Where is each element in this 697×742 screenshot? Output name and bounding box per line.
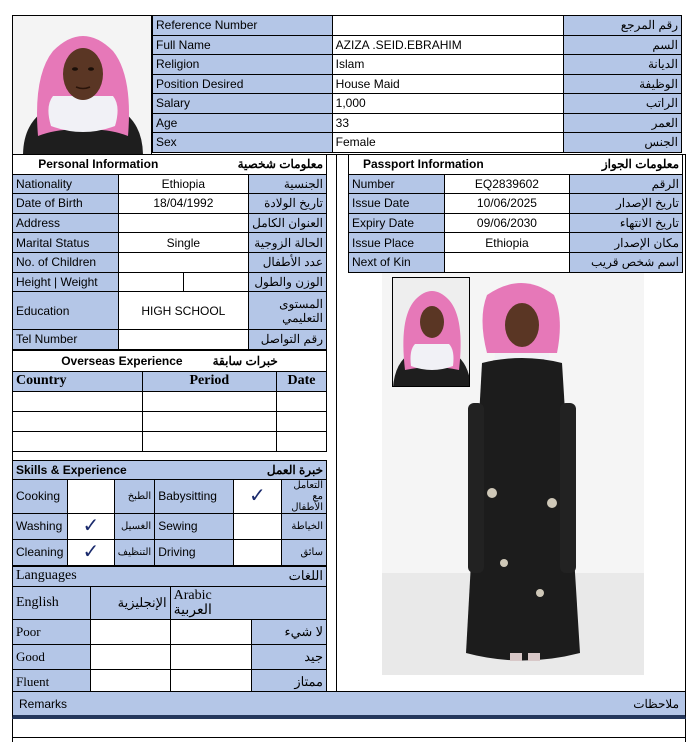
remarks-label-ar: ملاحظات xyxy=(633,696,679,711)
passport-style-photo xyxy=(392,277,470,387)
overseas-cell[interactable] xyxy=(277,391,327,411)
header-label-ar: السم xyxy=(564,35,682,55)
header-label-ar: رقم المرجع xyxy=(564,16,682,36)
personal-row xyxy=(13,252,327,272)
english-label-ar: الإنجليزية xyxy=(90,586,170,619)
language-level-row xyxy=(13,619,327,644)
passport-label-ar: اسم شخص قريب xyxy=(570,252,683,272)
header-label-ar: العمر xyxy=(564,113,682,133)
skill-checkbox[interactable] xyxy=(233,539,282,565)
check-icon: ✓ xyxy=(82,515,100,538)
skill-label: Babysitting xyxy=(155,479,233,513)
personal-value[interactable] xyxy=(118,252,248,272)
personal-value[interactable]: 18/04/1992 xyxy=(118,194,248,214)
small-photo-image xyxy=(393,278,470,387)
arabic-label xyxy=(170,586,326,619)
skill-label-ar: الغسيل xyxy=(114,513,154,539)
header-value[interactable]: House Maid xyxy=(332,74,564,94)
personal-value[interactable]: Single xyxy=(118,233,248,253)
personal-label-ar: عدد الأطفال xyxy=(249,252,327,272)
skill-label-ar: التعامل مع الأطفال xyxy=(282,479,327,513)
personal-row xyxy=(13,174,327,194)
personal-label: Tel Number xyxy=(13,330,119,350)
personal-value[interactable] xyxy=(118,213,248,233)
headshot-image xyxy=(13,16,152,155)
skill-label: Sewing xyxy=(155,513,233,539)
overseas-cell[interactable] xyxy=(13,431,143,451)
languages-title: Languages xyxy=(13,566,171,586)
header-label: Sex xyxy=(153,133,333,153)
english-label: English xyxy=(13,586,91,619)
passport-label-ar: الرقم xyxy=(570,174,683,194)
header-label: Salary xyxy=(153,94,333,114)
skill-checkbox[interactable] xyxy=(67,513,114,539)
passport-label: Number xyxy=(349,174,445,194)
header-value[interactable]: AZIZA .SEID.EBRAHIM xyxy=(332,35,564,55)
overseas-cell[interactable] xyxy=(13,411,143,431)
skills-title-ar: خبرة العمل xyxy=(155,460,327,479)
skill-label-ar: الطبخ xyxy=(114,479,154,513)
skills-title: Skills & Experience xyxy=(13,460,155,479)
header-label-ar: الجنس xyxy=(564,133,682,153)
header-info-table xyxy=(152,15,682,153)
languages-table xyxy=(12,566,327,695)
personal-label: Nationality xyxy=(13,174,119,194)
skills-table xyxy=(12,460,327,566)
check-icon: ✓ xyxy=(82,541,100,564)
personal-label-ar: المستوى التعليمي xyxy=(249,292,327,330)
personal-label: Address xyxy=(13,213,119,233)
height-value[interactable] xyxy=(118,272,183,292)
passport-value[interactable]: 09/06/2030 xyxy=(444,213,569,233)
header-label: Age xyxy=(153,113,333,133)
header-value[interactable] xyxy=(332,16,564,36)
header-row xyxy=(153,113,682,133)
level-label-ar: لا شيء xyxy=(252,619,327,644)
personal-row xyxy=(13,233,327,253)
header-value[interactable]: 33 xyxy=(332,113,564,133)
header-label: Religion xyxy=(153,55,333,75)
language-level-row xyxy=(13,644,327,669)
english-level-cell[interactable] xyxy=(90,619,170,644)
personal-row xyxy=(13,292,327,330)
level-label: Poor xyxy=(13,619,91,644)
col-date: Date xyxy=(277,371,327,391)
personal-info-title-ar: معلومات شخصية xyxy=(184,155,327,175)
overseas-row xyxy=(13,411,327,431)
overseas-row xyxy=(13,431,327,451)
personal-label-ar: الجنسية xyxy=(249,174,327,194)
passport-label: Expiry Date xyxy=(349,213,445,233)
passport-row xyxy=(349,194,683,214)
left-column xyxy=(12,154,327,695)
skill-label-ar: الخياطة xyxy=(282,513,327,539)
check-icon: ✓ xyxy=(249,485,266,508)
arabic-label-ar: العربية xyxy=(173,602,212,618)
personal-label-ar: العنوان الكامل xyxy=(249,213,327,233)
arabic-level-cell[interactable] xyxy=(170,619,252,644)
passport-value[interactable] xyxy=(444,252,569,272)
overseas-cell[interactable] xyxy=(142,431,276,451)
right-column xyxy=(348,154,683,273)
passport-row xyxy=(349,174,683,194)
personal-label: Date of Birth xyxy=(13,194,119,214)
personal-label-ar: رقم التواصل xyxy=(249,330,327,350)
skill-checkbox[interactable] xyxy=(67,539,114,565)
header-row xyxy=(153,74,682,94)
header-label: Reference Number xyxy=(153,16,333,36)
remarks-bar xyxy=(12,691,686,719)
personal-row xyxy=(13,272,327,292)
personal-label-ar: الحالة الزوجية xyxy=(249,233,327,253)
skill-checkbox[interactable] xyxy=(233,513,282,539)
personal-row xyxy=(13,213,327,233)
header-row xyxy=(153,16,682,36)
overseas-title xyxy=(13,350,327,371)
overseas-cell[interactable] xyxy=(142,411,276,431)
personal-label: Education xyxy=(13,292,119,330)
passport-value[interactable]: 10/06/2025 xyxy=(444,194,569,214)
skill-label: Cleaning xyxy=(13,539,68,565)
header-label: Position Desired xyxy=(153,74,333,94)
level-label-ar: جيد xyxy=(252,644,327,669)
header-label-ar: الديانة xyxy=(564,55,682,75)
weight-value[interactable] xyxy=(184,272,249,292)
passport-label: Issue Date xyxy=(349,194,445,214)
passport-label: Next of Kin xyxy=(349,252,445,272)
header-row xyxy=(153,55,682,75)
languages-title-ar: اللغات xyxy=(170,566,326,586)
skill-label: Cooking xyxy=(13,479,68,513)
skill-label-ar: التنظيف xyxy=(114,539,154,565)
header-value[interactable]: 1,000 xyxy=(332,94,564,114)
passport-label: Issue Place xyxy=(349,233,445,253)
overseas-cell[interactable] xyxy=(142,391,276,411)
arabic-level-cell[interactable] xyxy=(170,644,252,669)
passport-label-ar: تاريخ الإصدار xyxy=(570,194,683,214)
overseas-cell[interactable] xyxy=(277,431,327,451)
personal-row xyxy=(13,330,327,350)
personal-value[interactable] xyxy=(118,330,248,350)
header-label: Full Name xyxy=(153,35,333,55)
personal-value[interactable]: Ethiopia xyxy=(118,174,248,194)
column-divider xyxy=(336,154,337,691)
header-label-ar: الوظيفة xyxy=(564,74,682,94)
overseas-experience-table xyxy=(12,350,327,452)
skill-checkbox[interactable] xyxy=(67,479,114,513)
passport-value[interactable]: EQ2839602 xyxy=(444,174,569,194)
personal-info-table xyxy=(12,154,327,350)
header-value[interactable]: Islam xyxy=(332,55,564,75)
remarks-label: Remarks xyxy=(19,696,68,711)
overseas-cell[interactable] xyxy=(13,391,143,411)
skills-row xyxy=(13,539,327,565)
personal-label: No. of Children xyxy=(13,252,119,272)
overseas-row xyxy=(13,391,327,411)
arabic-label-en: Arabic xyxy=(173,587,212,603)
applicant-headshot-photo xyxy=(12,15,152,155)
overseas-title-en: Overseas Experience xyxy=(61,353,183,368)
remarks-field[interactable] xyxy=(12,723,686,742)
passport-value[interactable]: Ethiopia xyxy=(444,233,569,253)
skill-label-ar: سائق xyxy=(282,539,327,565)
skills-row xyxy=(13,479,327,513)
passport-title-ar: معلومات الجواز xyxy=(570,155,683,175)
personal-row xyxy=(13,194,327,214)
personal-label: Marital Status xyxy=(13,233,119,253)
personal-label-ar: الوزن والطول xyxy=(249,272,327,292)
col-period: Period xyxy=(142,371,276,391)
header-row xyxy=(153,35,682,55)
passport-info-table xyxy=(348,154,683,273)
level-label: Good xyxy=(13,644,91,669)
english-level-cell[interactable] xyxy=(90,644,170,669)
passport-title: Passport Information xyxy=(349,155,570,175)
level-label-ar: ممتاز xyxy=(252,669,327,694)
overseas-title-ar: خبرات سابقة xyxy=(212,353,278,368)
passport-label-ar: مكان الإصدار xyxy=(570,233,683,253)
skill-label: Driving xyxy=(155,539,233,565)
skill-checkbox[interactable] xyxy=(233,479,282,513)
skills-row xyxy=(13,513,327,539)
level-label: Fluent xyxy=(13,669,91,694)
header-value[interactable]: Female xyxy=(332,133,564,153)
passport-row xyxy=(349,252,683,272)
passport-row xyxy=(349,233,683,253)
personal-value[interactable]: HIGH SCHOOL xyxy=(118,292,248,330)
personal-info-title: Personal Information xyxy=(13,155,184,175)
passport-label-ar: تاريخ الانتهاء xyxy=(570,213,683,233)
overseas-cell[interactable] xyxy=(277,411,327,431)
col-country: Country xyxy=(13,371,143,391)
header-row xyxy=(153,133,682,153)
personal-label-ar: تاريخ الولادة xyxy=(249,194,327,214)
personal-label: Height | Weight xyxy=(13,272,119,292)
passport-row xyxy=(349,213,683,233)
skill-label: Washing xyxy=(13,513,68,539)
header-row xyxy=(153,94,682,114)
header-label-ar: الراتب xyxy=(564,94,682,114)
